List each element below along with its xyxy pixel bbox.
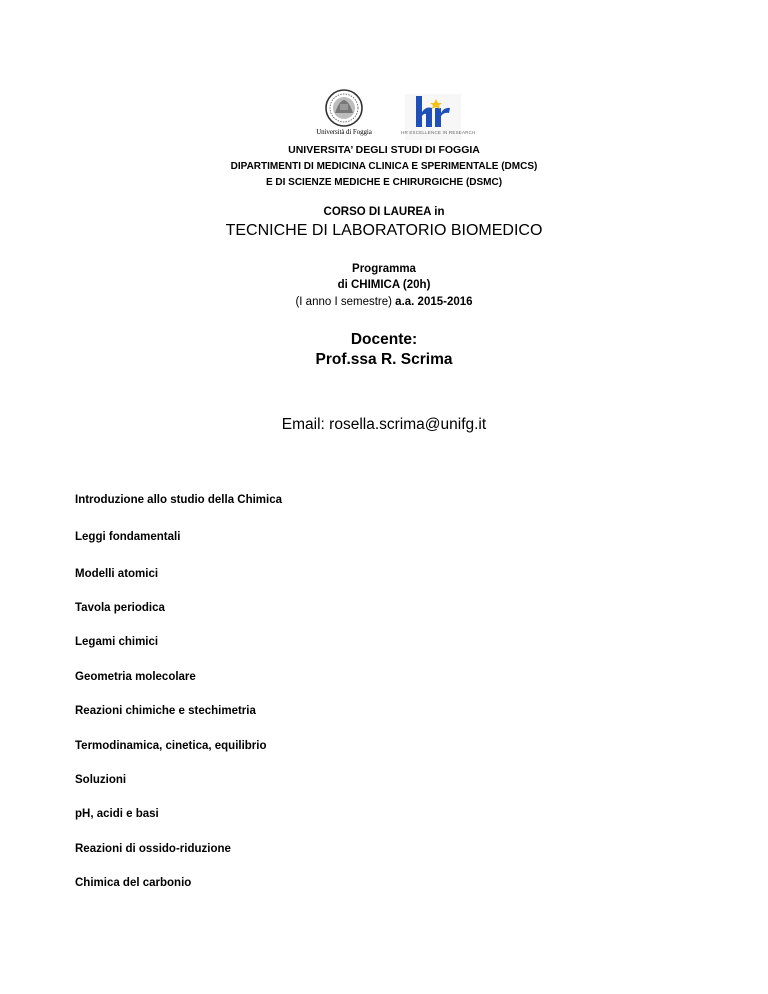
program-semester: (I anno I semestre) xyxy=(295,296,396,308)
topic-item: Reazioni di ossido-riduzione xyxy=(75,843,231,855)
topic-item: Leggi fondamentali xyxy=(75,531,181,543)
program-heading: Programma xyxy=(352,263,416,275)
hr-logo-caption: HR EXCELLENCE IN RESEARCH xyxy=(401,130,476,135)
topic-item: Modelli atomici xyxy=(75,568,159,580)
course-label: CORSO DI LAUREA in xyxy=(323,206,445,218)
topic-item: Chimica del carbonio xyxy=(75,877,192,889)
topic-item: Introduzione allo studio della Chimica xyxy=(75,494,283,506)
teacher-label: Docente: xyxy=(350,331,418,348)
departments-line-1: DIPARTIMENTI DI MEDICINA CLINICA E SPERIMENTALE (DMCS) xyxy=(230,161,538,172)
topic-item: pH, acidi e basi xyxy=(75,808,159,820)
topic-item: Geometria molecolare xyxy=(75,671,196,683)
topic-item: Termodinamica, cinetica, equilibrio xyxy=(75,740,267,752)
program-subject: di CHIMICA (20h) xyxy=(337,279,431,291)
topic-item: Reazioni chimiche e stechimetria xyxy=(75,705,256,717)
topic-item: Tavola periodica xyxy=(75,602,165,614)
program-period xyxy=(0,296,768,308)
header-logos xyxy=(0,88,768,144)
course-title: TECNICHE DI LABORATORIO BIOMEDICO xyxy=(225,222,543,239)
topic-item: Legami chimici xyxy=(75,636,159,648)
teacher-name: Prof.ssa R. Scrima xyxy=(315,351,453,368)
topic-item: Soluzioni xyxy=(75,774,127,786)
seal-caption: Università di Foggia xyxy=(316,128,372,136)
departments-line-2: E DI SCIENZE MEDICHE E CHIRURGICHE (DSMC) xyxy=(265,177,503,188)
teacher-email[interactable]: Email: rosella.scrima@unifg.it xyxy=(281,416,487,433)
academic-year: a.a. 2015-2016 xyxy=(395,296,473,308)
university-name: UNIVERSITA’ DEGLI STUDI DI FOGGIA xyxy=(288,144,480,156)
